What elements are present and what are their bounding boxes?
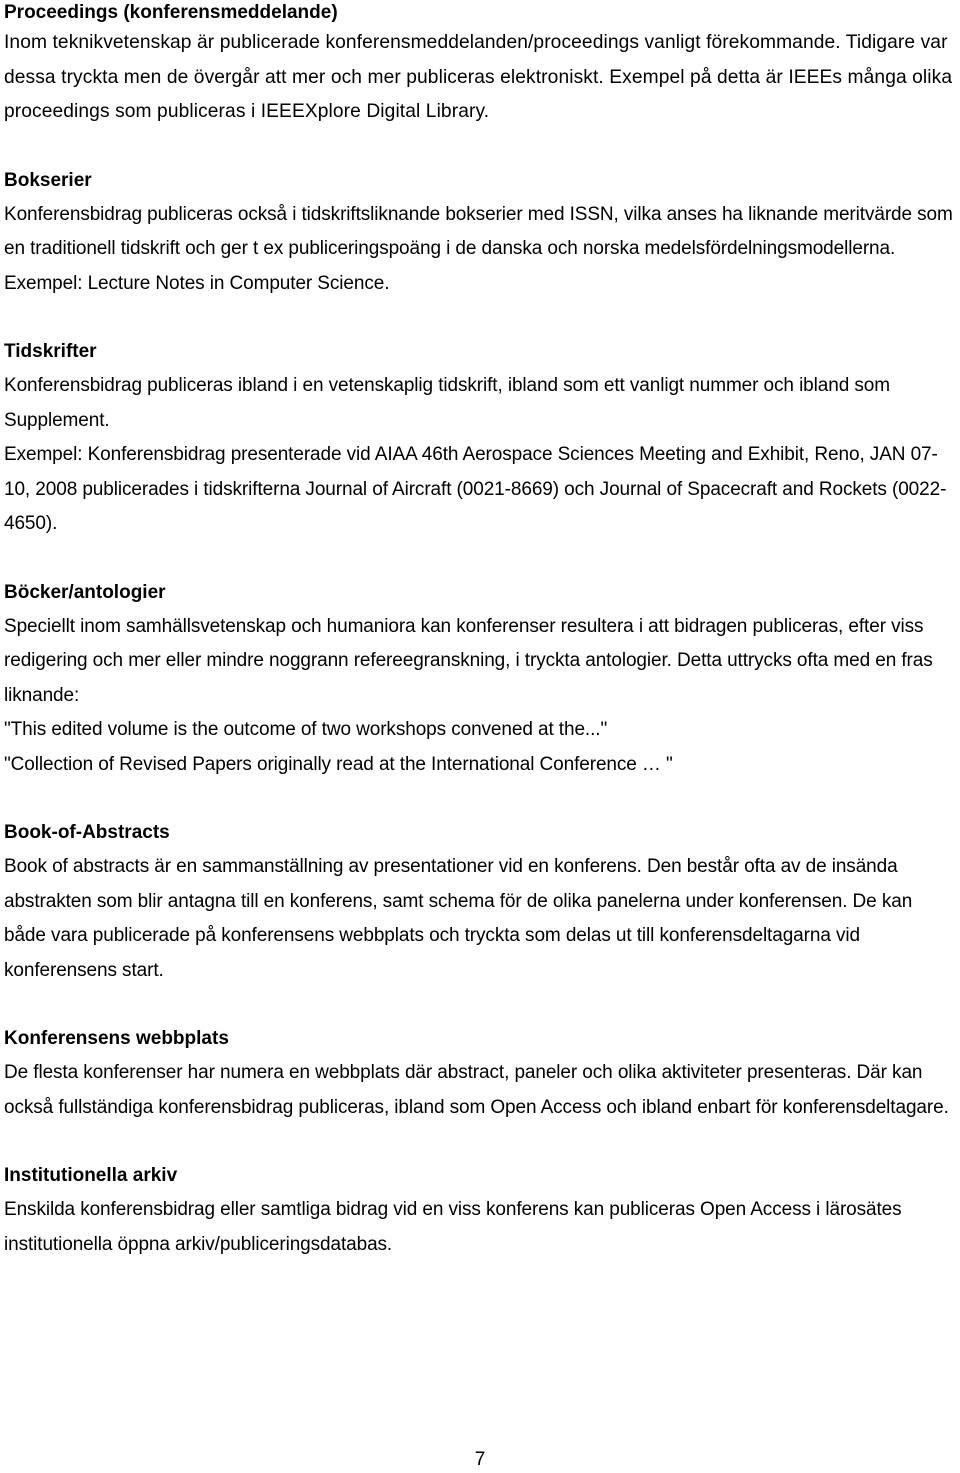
- section-paragraph: Konferensbidrag publiceras också i tidskriftsliknande bokserier med ISSN, vilka anses ha liknande meritvärde som en traditionell tidskrift och ger t ex publiceringspoäng i de danska och norska medelsfördelningsmodellerna.: [4, 203, 953, 259]
- section-paragraph: Exempel: Konferensbidrag presenterade vid AIAA 46th Aerospace Sciences Meeting and Exhibit, Reno, JAN 07-10, 2008 publicerades i tidskrifterna Journal of Aircraft (0021-8669) och Journal of Spacecraft and Rockets (0022-4650).: [4, 444, 947, 534]
- section-spacer: [4, 782, 958, 816]
- section-paragraph: Enskilda konferensbidrag eller samtliga bidrag vid en viss konferens kan publiceras Open Access i lärosätes institutionella öppna arkiv/publiceringsdatabas.: [4, 1199, 902, 1255]
- section-spacer: [4, 130, 958, 164]
- section-proceedings: [4, 0, 958, 130]
- section-heading: Book-of-Abstracts: [4, 822, 170, 843]
- section-heading: Konferensens webbplats: [4, 1028, 229, 1049]
- section-spacer: [4, 301, 958, 335]
- section-paragraph: Exempel: Lecture Notes in Computer Science.: [4, 272, 390, 294]
- section-paragraph: Inom teknikvetenskap är publicerade konferensmeddelanden/proceedings vanligt förekommande. Tidigare var dessa tryckta men de övergår att mer och mer publiceras elektroniskt. Exempel på detta är IEEEs många olika proceedings som publiceras i IEEEXplore Digital Library.: [4, 32, 953, 122]
- section-paragraph: Konferensbidrag publiceras ibland i en vetenskaplig tidskrift, ibland som ett vanligt nummer och ibland som Supplement.: [4, 375, 890, 431]
- page-number: 7: [474, 1449, 486, 1470]
- section-spacer: [4, 988, 958, 1022]
- section-heading: Proceedings (konferensmeddelande): [4, 2, 338, 23]
- section-spacer: [4, 542, 958, 576]
- section-bokserier: [4, 164, 958, 302]
- section-heading: Institutionella arkiv: [4, 1165, 178, 1186]
- section-paragraph: De flesta konferenser har numera en webbplats där abstract, paneler och olika aktiviteter presenteras. Där kan också fullständiga konferensbidrag publiceras, ibland som Open Access och ibland enbart för konferensdeltagare.: [4, 1062, 949, 1118]
- section-paragraph: "This edited volume is the outcome of two workshops convened at the...": [4, 719, 608, 740]
- document-page: [4, 0, 958, 1262]
- section-paragraph: Speciellt inom samhällsvetenskap och humaniora kan konferenser resultera i att bidragen publiceras, efter viss redigering och mer eller mindre noggrann refereegranskning, i tryckta antologier. Detta uttrycks ofta med en fras liknande:: [4, 615, 933, 706]
- section-heading: Bokserier: [4, 169, 92, 191]
- section-heading: Böcker/antologier: [4, 581, 166, 603]
- section-book-of-abstracts: [4, 816, 958, 988]
- section-institutionella-arkiv: [4, 1159, 958, 1262]
- section-heading: Tidskrifter: [4, 341, 97, 362]
- section-bocker-antologier: [4, 576, 958, 783]
- section-konferensens-webbplats: [4, 1022, 958, 1125]
- section-tidskrifter: [4, 335, 958, 542]
- section-paragraph: "Collection of Revised Papers originally read at the International Conference … ": [4, 753, 673, 775]
- section-paragraph: Book of abstracts är en sammanställning av presentationer vid en konferens. Den består ofta av de insända abstrakten som blir antagna till en konferens, samt schema för de olika panelerna under konferensen. De kan både vara publicerade på konferensens webbplats och tryckta som delas ut till konferensdeltagarna vid konferensens start.: [4, 856, 913, 981]
- section-spacer: [4, 1125, 958, 1159]
